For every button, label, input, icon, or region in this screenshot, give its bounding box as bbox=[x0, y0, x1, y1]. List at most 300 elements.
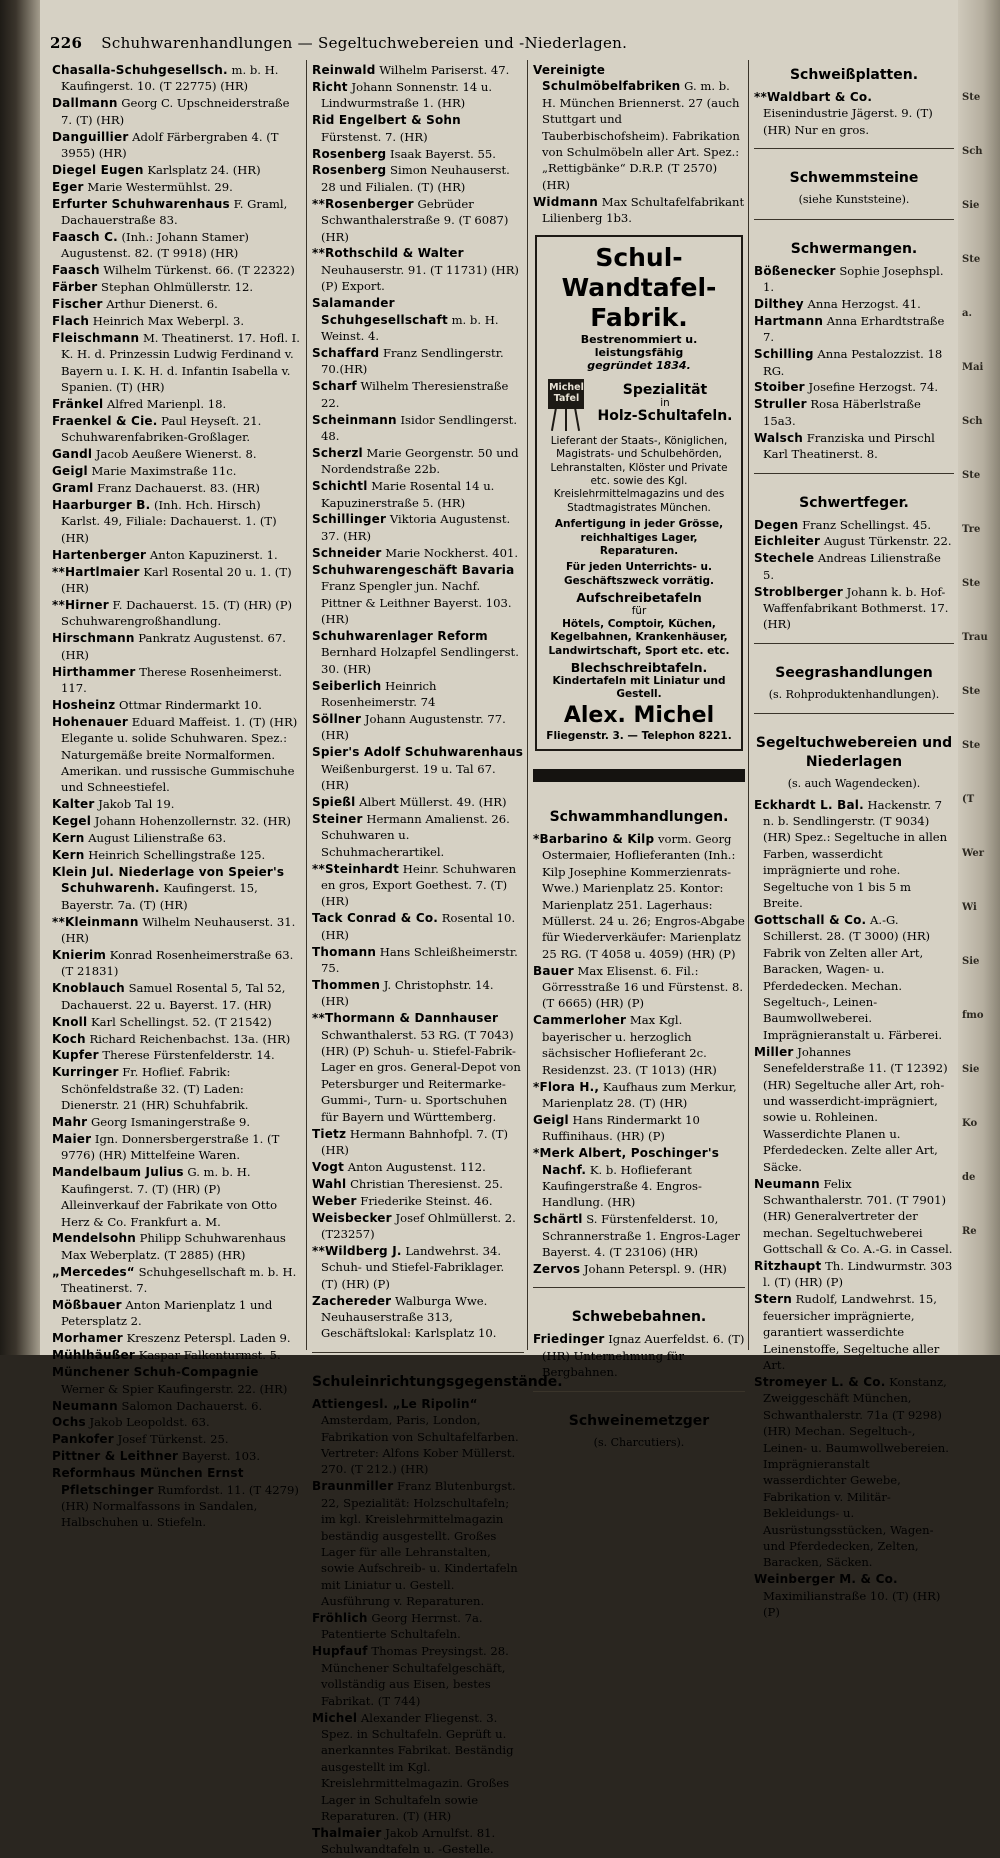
entry-name: Mahr bbox=[52, 1115, 88, 1130]
entry-details: Marie Maximstraße 11c. bbox=[91, 464, 237, 479]
entry-details: Therese Rosenheimerst. 117. bbox=[61, 664, 282, 696]
directory-entry bbox=[754, 346, 954, 379]
entry-name: Stroblberger bbox=[754, 584, 843, 599]
entry-name: Schuhwarengeschäft Bavaria bbox=[312, 562, 515, 577]
entry-details: Schwanthalerst. 53 RG. (T 7043) (HR) (P) Schuh- u. Stiefel-Fabrik-Lager en gros. General-Depot von Petersburger und Reitermarke-Gummi-, Turn- u. Sportschuhen für Bayern und Württemberg. bbox=[321, 1027, 521, 1124]
entry-details: Karlsplatz 24. (HR) bbox=[147, 162, 261, 177]
column-rule bbox=[306, 60, 307, 1350]
directory-entry bbox=[52, 1131, 302, 1164]
divider bbox=[754, 643, 954, 644]
directory-entry bbox=[52, 697, 302, 713]
divider bbox=[533, 1287, 745, 1288]
entry-name: Steiner bbox=[312, 811, 363, 826]
entry-name: Neumann bbox=[754, 1176, 820, 1191]
directory-entry bbox=[312, 62, 524, 78]
section-title-schuleinrichtung: Schuleinrichtungsgegenstände. bbox=[312, 1373, 563, 1390]
directory-entry bbox=[754, 912, 954, 1043]
entry-details: Andreas Lilienstraße 5. bbox=[763, 551, 941, 582]
directory-entry bbox=[312, 562, 524, 628]
section-ref: (siehe Kunststeine). bbox=[798, 193, 910, 207]
section-ref: (s. auch Wagendecken). bbox=[787, 777, 921, 791]
entry-details: Johann Sonnenstr. 14 u. Lindwurmstraße 1. (HR) bbox=[321, 79, 493, 111]
entry-name: Scharf bbox=[312, 379, 357, 394]
entry-name: Stern bbox=[754, 1292, 792, 1307]
entry-name: Kegel bbox=[52, 814, 92, 829]
directory-entry bbox=[312, 545, 524, 561]
directory-entry bbox=[312, 1126, 524, 1159]
entry-details: Isidor Sendlingerst. 48. bbox=[321, 412, 518, 443]
entry-name: **Hartlmaier bbox=[52, 564, 140, 579]
entry-details: Eisenindustrie Jägerst. 9. (T) (HR) Nur en gros. bbox=[763, 106, 933, 137]
directory-entry bbox=[52, 413, 302, 446]
entry-name: Seiberlich bbox=[312, 678, 382, 693]
entry-name: Klein Jul. Niederlage von Speier's Schuhwarenh. bbox=[52, 865, 285, 896]
section-title-seegras: Seegrashandlungen bbox=[775, 664, 933, 681]
directory-entry bbox=[754, 1374, 954, 1571]
entry-details: Ottmar Rindermarkt 10. bbox=[119, 697, 262, 712]
entry-name: Scherzl bbox=[312, 445, 363, 460]
entry-details: Franz Spengler jun. Nachf. Pittner & Leithner Bayerst. 103. (HR) bbox=[321, 579, 512, 626]
entry-details: Hermann Bahnhofpl. 7. (T) (HR) bbox=[321, 1126, 509, 1157]
directory-entry bbox=[312, 1159, 524, 1175]
section-title-schweinemetzger: Schweinemetzger bbox=[568, 1412, 710, 1429]
entry-details: m. b. H. Weinst. 4. bbox=[321, 312, 499, 343]
entry-details: Thomas Preysingst. 28. Münchener Schultafelgeschäft, vollständig aus Eisen, bestes Fabrikat. (T 744) bbox=[321, 1644, 509, 1708]
directory-entry bbox=[52, 1064, 302, 1113]
section-title-schwermangen: Schwermangen. bbox=[790, 240, 918, 257]
entry-name: Söllner bbox=[312, 711, 362, 726]
entry-details: Karl Schellingst. 52. (T 21542) bbox=[91, 1014, 272, 1029]
entry-details: Th. Lindwurmstr. 303 l. (T) (HR) (P) bbox=[763, 1259, 953, 1290]
entry-name: Flach bbox=[52, 314, 90, 329]
directory-entry bbox=[52, 262, 302, 278]
entry-name: Reinwald bbox=[312, 63, 376, 77]
directory-entry bbox=[312, 295, 524, 344]
directory-entry bbox=[52, 980, 302, 1013]
directory-entry bbox=[52, 279, 302, 295]
entry-name: Hartmann bbox=[754, 313, 824, 328]
entry-name: Weber bbox=[312, 1193, 357, 1208]
entry-details: Salomon Dachauerst. 6. bbox=[121, 1398, 263, 1413]
directory-entry bbox=[533, 831, 745, 962]
entry-details: Marie Nockherst. 401. bbox=[385, 545, 519, 560]
directory-entry bbox=[312, 794, 524, 810]
facing-page-fragment: Ste bbox=[962, 254, 981, 265]
directory-entry bbox=[312, 345, 524, 378]
directory-entry bbox=[52, 597, 302, 630]
entry-name: Thommen bbox=[312, 977, 381, 992]
entry-name: **Rothschild & Walter bbox=[312, 246, 464, 261]
directory-entry bbox=[52, 664, 302, 697]
entry-name: Scheinmann bbox=[312, 412, 397, 427]
directory-entry bbox=[52, 129, 302, 162]
directory-entry bbox=[52, 330, 302, 396]
directory-entry bbox=[312, 811, 524, 860]
entry-name: Haarburger B. bbox=[52, 498, 151, 513]
directory-entry bbox=[312, 445, 524, 478]
ad-specialty bbox=[597, 381, 733, 425]
entry-details: Heinr. Schuhwaren en gros, Export Goethest. 7. (T) (HR) bbox=[321, 861, 517, 909]
entry-name: Wahl bbox=[312, 1176, 347, 1191]
entry-details: G. m. b. H. Kaufingerst. 7. (T) (HR) (P) Alleinverkauf der Fabrikate von Otto Herz & Co. Frankfurt a. M. bbox=[61, 1165, 278, 1229]
entry-details: Anton Marienplatz 1 und Petersplatz 2. bbox=[61, 1298, 273, 1329]
entry-name: Fröhlich bbox=[312, 1611, 368, 1626]
column-1 bbox=[52, 62, 302, 1530]
entry-details: Viktoria Augustenst. 37. (HR) bbox=[321, 512, 511, 543]
directory-entry bbox=[52, 1031, 302, 1047]
entry-name: Stechele bbox=[754, 551, 815, 566]
directory-entry bbox=[52, 813, 302, 829]
entry-name: **Wildberg J. bbox=[312, 1243, 402, 1258]
easel-logo-icon bbox=[545, 377, 587, 431]
ad-body: Anfertigung in jeder Grösse, reichhaltiges Lager, Reparaturen. bbox=[554, 518, 724, 558]
facing-page-fragment: Trau bbox=[962, 632, 988, 643]
directory-entry bbox=[312, 1010, 524, 1125]
entry-details: Johann Peterspl. 9. (HR) bbox=[583, 1261, 727, 1276]
directory-entry bbox=[533, 1211, 745, 1260]
entry-details: F. Dachauerst. 15. (T) (HR) (P) Schuhwarengroßhandlung. bbox=[61, 598, 293, 629]
entry-list bbox=[533, 62, 745, 227]
entry-details: Amsterdam, Paris, London, Fabrikation von Schultafelfarben. Vertreter: Alfons Kober Müllerst. 270. (T 212.) (HR) bbox=[321, 1413, 519, 1477]
directory-entry bbox=[52, 396, 302, 412]
entry-name: Diegel Eugen bbox=[52, 162, 144, 177]
directory-entry bbox=[52, 446, 302, 462]
entry-details: m. b. H. Kaufingerst. 10. (T 22775) (HR) bbox=[61, 63, 279, 94]
entry-list bbox=[754, 89, 954, 138]
logo-text: Michel bbox=[549, 381, 584, 393]
facing-page-fragment: (T bbox=[962, 794, 975, 805]
entry-details: S. Fürstenfelderst. 10, Schrannerstraße 1. Engros-Lager Bayerst. 4. (T 23106) (HR) bbox=[542, 1212, 740, 1260]
entry-name: Kern bbox=[52, 831, 85, 846]
book-spine-edge bbox=[0, 0, 40, 1355]
directory-entry bbox=[52, 1297, 302, 1330]
entry-name: Fränkel bbox=[52, 397, 104, 412]
section-ref: (s. Charcutiers). bbox=[593, 1435, 685, 1449]
entry-details: Rudolf, Landwehrst. 15, feuersicher imprägnierte, garantiert wasserdichte Leinenstoffe, Segeltuche aller Art. bbox=[763, 1292, 940, 1372]
section-title-schwemmsteine: Schwemmsteine bbox=[789, 170, 919, 187]
entry-name: Kalter bbox=[52, 797, 95, 812]
entry-details: Fürstenst. 7. (HR) bbox=[321, 129, 428, 144]
directory-entry bbox=[312, 1293, 524, 1342]
entry-name: Fraenkel & Cie. bbox=[52, 414, 158, 429]
directory-entry bbox=[52, 480, 302, 496]
entry-name: Ochs bbox=[52, 1415, 86, 1430]
ad-body: Kindertafeln mit Liniatur und Gestell. bbox=[552, 674, 726, 701]
entry-name: Pankofer bbox=[52, 1432, 114, 1447]
entry-name: Schuhwarenlager Reform bbox=[312, 628, 488, 643]
entry-details: Johann Hohenzollernstr. 32. (HR) bbox=[94, 814, 291, 829]
entry-details: Albert Müllerst. 49. (HR) bbox=[359, 794, 507, 809]
ad-body: Blechschreibtafeln. bbox=[570, 660, 708, 676]
entry-details: Anna Herzogst. 41. bbox=[807, 296, 921, 311]
directory-entry bbox=[533, 1079, 745, 1112]
directory-entry bbox=[312, 910, 524, 943]
entry-details: M. Theatinerst. 17. Hofl. I. K. H. d. Prinzessin Ludwig Ferdinand v. Bayern u. I. K. H. d. Infantin Isabella v. Spanien. (T) (HR) bbox=[61, 331, 300, 395]
entry-name: Kern bbox=[52, 848, 85, 863]
entry-details: Marie Georgenstr. 50 und Nordendstraße 22b. bbox=[321, 445, 519, 477]
entry-name: Thalmaier bbox=[312, 1825, 382, 1840]
entry-details: Marie Rosental 14 u. Kapuzinerstraße 5. (HR) bbox=[321, 479, 495, 510]
entry-list bbox=[533, 1331, 745, 1380]
entry-name: Schneider bbox=[312, 545, 382, 560]
directory-entry bbox=[52, 1230, 302, 1263]
entry-name: **Thormann & Dannhauser bbox=[312, 1011, 499, 1026]
entry-name: Neumann bbox=[52, 1398, 118, 1413]
entry-list bbox=[754, 517, 954, 633]
directory-entry bbox=[52, 864, 302, 913]
entry-details: Richard Reichenbachst. 13a. (HR) bbox=[89, 1031, 291, 1046]
entry-list bbox=[312, 62, 524, 1342]
directory-entry bbox=[754, 1571, 954, 1620]
entry-name: Hirthammer bbox=[52, 664, 136, 679]
entry-list bbox=[312, 1396, 524, 1858]
entry-details: G. m. b. H. München Briennerst. 27 (auch Stuttgart und Tauberbischofsheim). Fabrikation von Schulmöbeln aller Art. Spez.: „Rettigbänke“ D.R.P. (T 2570) (HR) bbox=[542, 79, 740, 192]
facing-page-fragment: fmo bbox=[962, 1010, 984, 1021]
entry-name: Geigl bbox=[533, 1112, 569, 1127]
entry-details: Johann k. b. Hof-Waffenfabrikant Bothmerst. 17. (HR) bbox=[763, 584, 949, 632]
entry-details: Jakob Leopoldst. 63. bbox=[89, 1415, 210, 1430]
entry-name: Bauer bbox=[533, 963, 574, 978]
directory-entry bbox=[52, 1330, 302, 1346]
entry-name: Koch bbox=[52, 1031, 86, 1046]
entry-name: **Kleinmann bbox=[52, 914, 139, 929]
advertisement-michel bbox=[535, 235, 743, 751]
facing-page-fragment: Ste bbox=[962, 686, 981, 697]
directory-entry bbox=[754, 517, 954, 533]
entry-name: Reformhaus München Ernst Pfletschinger bbox=[52, 1466, 244, 1497]
entry-name: Mandelbaum Julius bbox=[52, 1165, 184, 1180]
entry-name: Dilthey bbox=[754, 296, 804, 311]
directory-entry bbox=[533, 1261, 745, 1277]
entry-details: Isaak Bayerst. 55. bbox=[390, 146, 496, 161]
directory-entry bbox=[533, 194, 745, 227]
entry-details: Anton Augustenst. 112. bbox=[347, 1159, 486, 1174]
entry-name: Rid Engelbert & Sohn bbox=[312, 113, 461, 128]
entry-details: Rosental 10.(HR) bbox=[321, 911, 516, 942]
entry-details: Heinrich Schellingstraße 125. bbox=[88, 848, 266, 863]
entry-list bbox=[533, 831, 745, 1277]
entry-name: Hirschmann bbox=[52, 631, 135, 646]
entry-details: Max Elisenst. 6. Fil.: Görresstraße 16 und Fürstenst. 8. (T 6665) (HR) (P) bbox=[542, 963, 743, 1011]
directory-entry bbox=[533, 1112, 745, 1145]
entry-details: Felix Schwanthalerstr. 701. (T 7901) (HR) Generalvertreter der mechan. Segeltuchweberei Gottschall & Co. A.-G. in Cassel. bbox=[763, 1176, 953, 1257]
directory-entry bbox=[312, 412, 524, 445]
entry-name: Mühlhäußer bbox=[52, 1348, 136, 1363]
entry-name: Salamander Schuhgesellschaft bbox=[312, 296, 448, 327]
entry-name: Hartenberger bbox=[52, 547, 147, 562]
entry-details: Rumfordst. 11. (T 4279) (HR) Normalfassons in Sandalen, Halbschuhen u. Stiefeln. bbox=[61, 1482, 299, 1530]
directory-entry bbox=[312, 678, 524, 711]
facing-page-fragment: a. bbox=[962, 308, 972, 319]
entry-name: Vereinigte Schulmöbelfabriken bbox=[533, 63, 681, 94]
entry-details: Anna Pestalozzist. 18 RG. bbox=[763, 347, 943, 378]
entry-details: Heinrich Max Weberpl. 3. bbox=[92, 314, 245, 329]
directory-entry bbox=[312, 1193, 524, 1209]
entry-name: Friedinger bbox=[533, 1332, 605, 1347]
entry-details: Landwehrst. 34. Schuh- und Stiefel-Fabriklager. (T) (HR) (P) bbox=[321, 1243, 505, 1291]
ad-body: Für jeden Unterrichts- u. Geschäftszweck vorrätig. bbox=[563, 561, 715, 587]
directory-entry bbox=[52, 62, 302, 95]
directory-entry bbox=[52, 463, 302, 479]
entry-name: Faasch C. bbox=[52, 230, 118, 245]
directory-entry bbox=[52, 162, 302, 178]
divider bbox=[312, 1352, 524, 1353]
entry-name: Bößenecker bbox=[754, 263, 836, 278]
entry-details: Eduard Maffeist. 1. (T) (HR) Elegante u. solide Schuhwaren. Spez.: Naturgemäße breite Normalformen. Amerikan. und russische Gummischuhe und Schneestiefel. bbox=[61, 714, 298, 795]
entry-details: Max Kgl. bayerischer u. herzoglich sächsischer Hoflieferant 2c. Residenzst. 23. (T 1013) (HR) bbox=[542, 1013, 717, 1077]
section-title-schweissplatten: Schweißplatten. bbox=[789, 67, 919, 83]
entry-details: Karl Rosental 20 u. 1. (T) (HR) bbox=[61, 564, 292, 596]
facing-page-fragment: Sch bbox=[962, 146, 983, 157]
directory-entry bbox=[312, 1396, 524, 1478]
entry-name: Fleischmann bbox=[52, 331, 140, 345]
ad-address: Fliegenstr. 3. — Telephon 8221. bbox=[546, 729, 732, 742]
entry-details: Friederike Steinst. 46. bbox=[360, 1193, 493, 1208]
entry-name: Maier bbox=[52, 1132, 92, 1146]
entry-details: Werner & Spier Kaufingerstr. 22. (HR) bbox=[61, 1381, 288, 1396]
directory-entry bbox=[52, 1431, 302, 1447]
entry-name: Richt bbox=[312, 79, 348, 94]
directory-entry bbox=[312, 1176, 524, 1192]
directory-entry bbox=[754, 263, 954, 296]
directory-entry bbox=[754, 1258, 954, 1291]
directory-entry bbox=[52, 1364, 302, 1397]
directory-entry bbox=[52, 1465, 302, 1531]
entry-name: Gandl bbox=[52, 447, 93, 462]
ad-spec: Spezialität bbox=[622, 381, 708, 398]
entry-name: Braunmiller bbox=[312, 1479, 394, 1494]
entry-details: Konstanz, Zweiggeschäft München, Schwanthalerstr. 71a (T 9298) (HR) Mechan. Segeltuch-, Leinen- u. Baumwollwebereien. Imprägnieranstalt wasserdichter Gewebe, Fabrikation v. Militär-Bekleidungs- u. Ausrüstungsstücken, Wagen- und Pferdedecken, Zelten, Baracken, Säcken. bbox=[763, 1374, 949, 1570]
black-bar bbox=[533, 769, 745, 782]
entry-name: Hohenauer bbox=[52, 714, 129, 729]
entry-details: vorm. Georg Ostermaier, Hoflieferanten (Inh.: Kilp Josephine Kommerzienrats-Wwe.) Marienplatz 25. Kontor: Marienplatz 251. Lagerhaus: Müllerst. 24 u. 26; Engros-Abgabe für Wiederverkäufer: Marienplatz 25 RG. (T 4058 u. 4059) (HR) (P) bbox=[542, 831, 745, 961]
directory-entry bbox=[312, 1825, 524, 1858]
directory-entry bbox=[533, 963, 745, 1012]
directory-entry bbox=[533, 1145, 745, 1211]
entry-details: Kaufingerst. 15, Bayerstr. 7a. (T) (HR) bbox=[61, 881, 258, 912]
directory-entry bbox=[52, 497, 302, 546]
directory-entry bbox=[754, 379, 954, 395]
ad-spec: in bbox=[660, 397, 670, 410]
entry-name: Schichtl bbox=[312, 479, 368, 494]
entry-details: Wilhelm Theresienstraße 22. bbox=[321, 379, 509, 410]
directory-entry bbox=[533, 1331, 745, 1380]
section-title-schwertfeger: Schwertfeger. bbox=[799, 494, 909, 511]
directory-entry bbox=[52, 1264, 302, 1297]
ad-firm: Alex. Michel bbox=[563, 702, 715, 728]
directory-entry bbox=[312, 162, 524, 195]
facing-page-fragment: Sch bbox=[962, 416, 983, 427]
directory-entry bbox=[754, 584, 954, 633]
entry-name: Morhamer bbox=[52, 1331, 123, 1346]
logo-text: Tafel bbox=[553, 392, 580, 404]
entry-details: Alfred Marienpl. 18. bbox=[107, 397, 227, 412]
directory-entry bbox=[754, 89, 954, 138]
column-rule bbox=[527, 60, 528, 1350]
column-3 bbox=[533, 62, 745, 1449]
divider bbox=[754, 713, 954, 714]
divider bbox=[754, 473, 954, 474]
entry-list bbox=[754, 263, 954, 463]
facing-page-fragment: Ste bbox=[962, 578, 981, 589]
ad-title: Schul-Wandtafel- bbox=[561, 242, 717, 302]
entry-name: Eichleiter bbox=[754, 534, 821, 549]
entry-name: Weinberger M. & Co. bbox=[754, 1572, 898, 1587]
entry-name: Faasch bbox=[52, 263, 100, 278]
entry-details: August Türkenstr. 22. bbox=[823, 534, 952, 549]
entry-details: Josef Türkenst. 25. bbox=[117, 1432, 229, 1447]
entry-details: Anton Kapuzinerst. 1. bbox=[149, 547, 278, 562]
directory-entry bbox=[312, 378, 524, 411]
entry-details: Jakob Tal 19. bbox=[98, 797, 175, 812]
entry-name: Gottschall & Co. bbox=[754, 913, 867, 927]
entry-name: Degen bbox=[754, 517, 799, 532]
directory-entry bbox=[312, 711, 524, 744]
entry-name: Rosenberg bbox=[312, 163, 387, 178]
entry-name: Schaffard bbox=[312, 345, 380, 360]
entry-details: Sophie Josephspl. 1. bbox=[763, 263, 944, 295]
entry-name: Kurringer bbox=[52, 1065, 119, 1080]
facing-page-fragment: Ko bbox=[962, 1118, 978, 1129]
directory-entry bbox=[312, 628, 524, 677]
directory-entry bbox=[754, 313, 954, 346]
directory-entry bbox=[312, 196, 524, 245]
entry-details: Franz Schellingst. 45. bbox=[802, 517, 932, 532]
directory-entry bbox=[312, 1610, 524, 1643]
entry-details: Christian Theresienst. 25. bbox=[350, 1176, 503, 1191]
directory-entry bbox=[312, 478, 524, 511]
entry-name: Miller bbox=[754, 1044, 794, 1059]
facing-page-fragment: Re bbox=[962, 1226, 977, 1237]
entry-details: Max Schultafelfabrikant Lilienberg 1b3. bbox=[542, 194, 745, 226]
entry-details: Konrad Rosenheimerstraße 63. (T 21831) bbox=[61, 948, 294, 979]
directory-entry bbox=[312, 744, 524, 793]
section-title-schwebebahnen: Schwebebahnen. bbox=[571, 1309, 707, 1326]
directory-entry bbox=[52, 1014, 302, 1030]
directory-entry bbox=[754, 430, 954, 463]
directory-entry bbox=[754, 1176, 954, 1258]
facing-page-fragment: Sie bbox=[962, 956, 980, 967]
ad-line: Bestrenommiert u. leistungsfähig bbox=[580, 332, 698, 359]
entry-name: Ritzhaupt bbox=[754, 1259, 822, 1274]
facing-page-fragment: Ste bbox=[962, 92, 981, 103]
facing-page-fragment: Wi bbox=[962, 902, 977, 913]
directory-entry bbox=[52, 1164, 302, 1230]
entry-name: Chasalla-Schuhgesellsch. bbox=[52, 63, 228, 77]
entry-name: Mößbauer bbox=[52, 1298, 122, 1313]
section-ref: (s. Rohproduktenhandlungen). bbox=[768, 687, 940, 701]
divider bbox=[533, 1391, 745, 1392]
entry-details: Hackenstr. 7 n. b. Sendlingerstr. (T 9034) (HR) Spez.: Segeltuche in allen Farben, wasserdicht imprägnierte und rohe. Segeltuche von 1 bis 5 m Breite. bbox=[763, 797, 948, 911]
entry-details: Samuel Rosental 5, Tal 52, Dachauerst. 22 u. Bayerst. 17. (HR) bbox=[61, 981, 286, 1012]
entry-name: **Steinhardt bbox=[312, 861, 400, 876]
directory-entry bbox=[754, 296, 954, 312]
entry-details: Johann Augustenstr. 77. (HR) bbox=[321, 711, 506, 743]
directory-entry bbox=[754, 1044, 954, 1175]
entry-details: Rosa Häberlstraße 15a3. bbox=[763, 397, 921, 428]
entry-name: *Barbarino & Kilp bbox=[533, 831, 655, 846]
entry-name: Hupfauf bbox=[312, 1644, 368, 1659]
entry-name: Struller bbox=[754, 397, 807, 412]
directory-entry bbox=[52, 847, 302, 863]
ad-logo-row bbox=[545, 377, 733, 431]
entry-details: Bayerst. 103. bbox=[181, 1449, 261, 1464]
entry-details: Schuhgesellschaft m. b. H. Theatinerst. 7. bbox=[61, 1264, 297, 1296]
entry-name: Knoblauch bbox=[52, 981, 125, 996]
entry-name: Eckhardt L. Bal. bbox=[754, 797, 864, 812]
entry-name: Mendelsohn bbox=[52, 1231, 136, 1246]
page-title: Schuhwarenhandlungen — Segeltuchwebereien und -Niederlagen. bbox=[101, 34, 628, 52]
